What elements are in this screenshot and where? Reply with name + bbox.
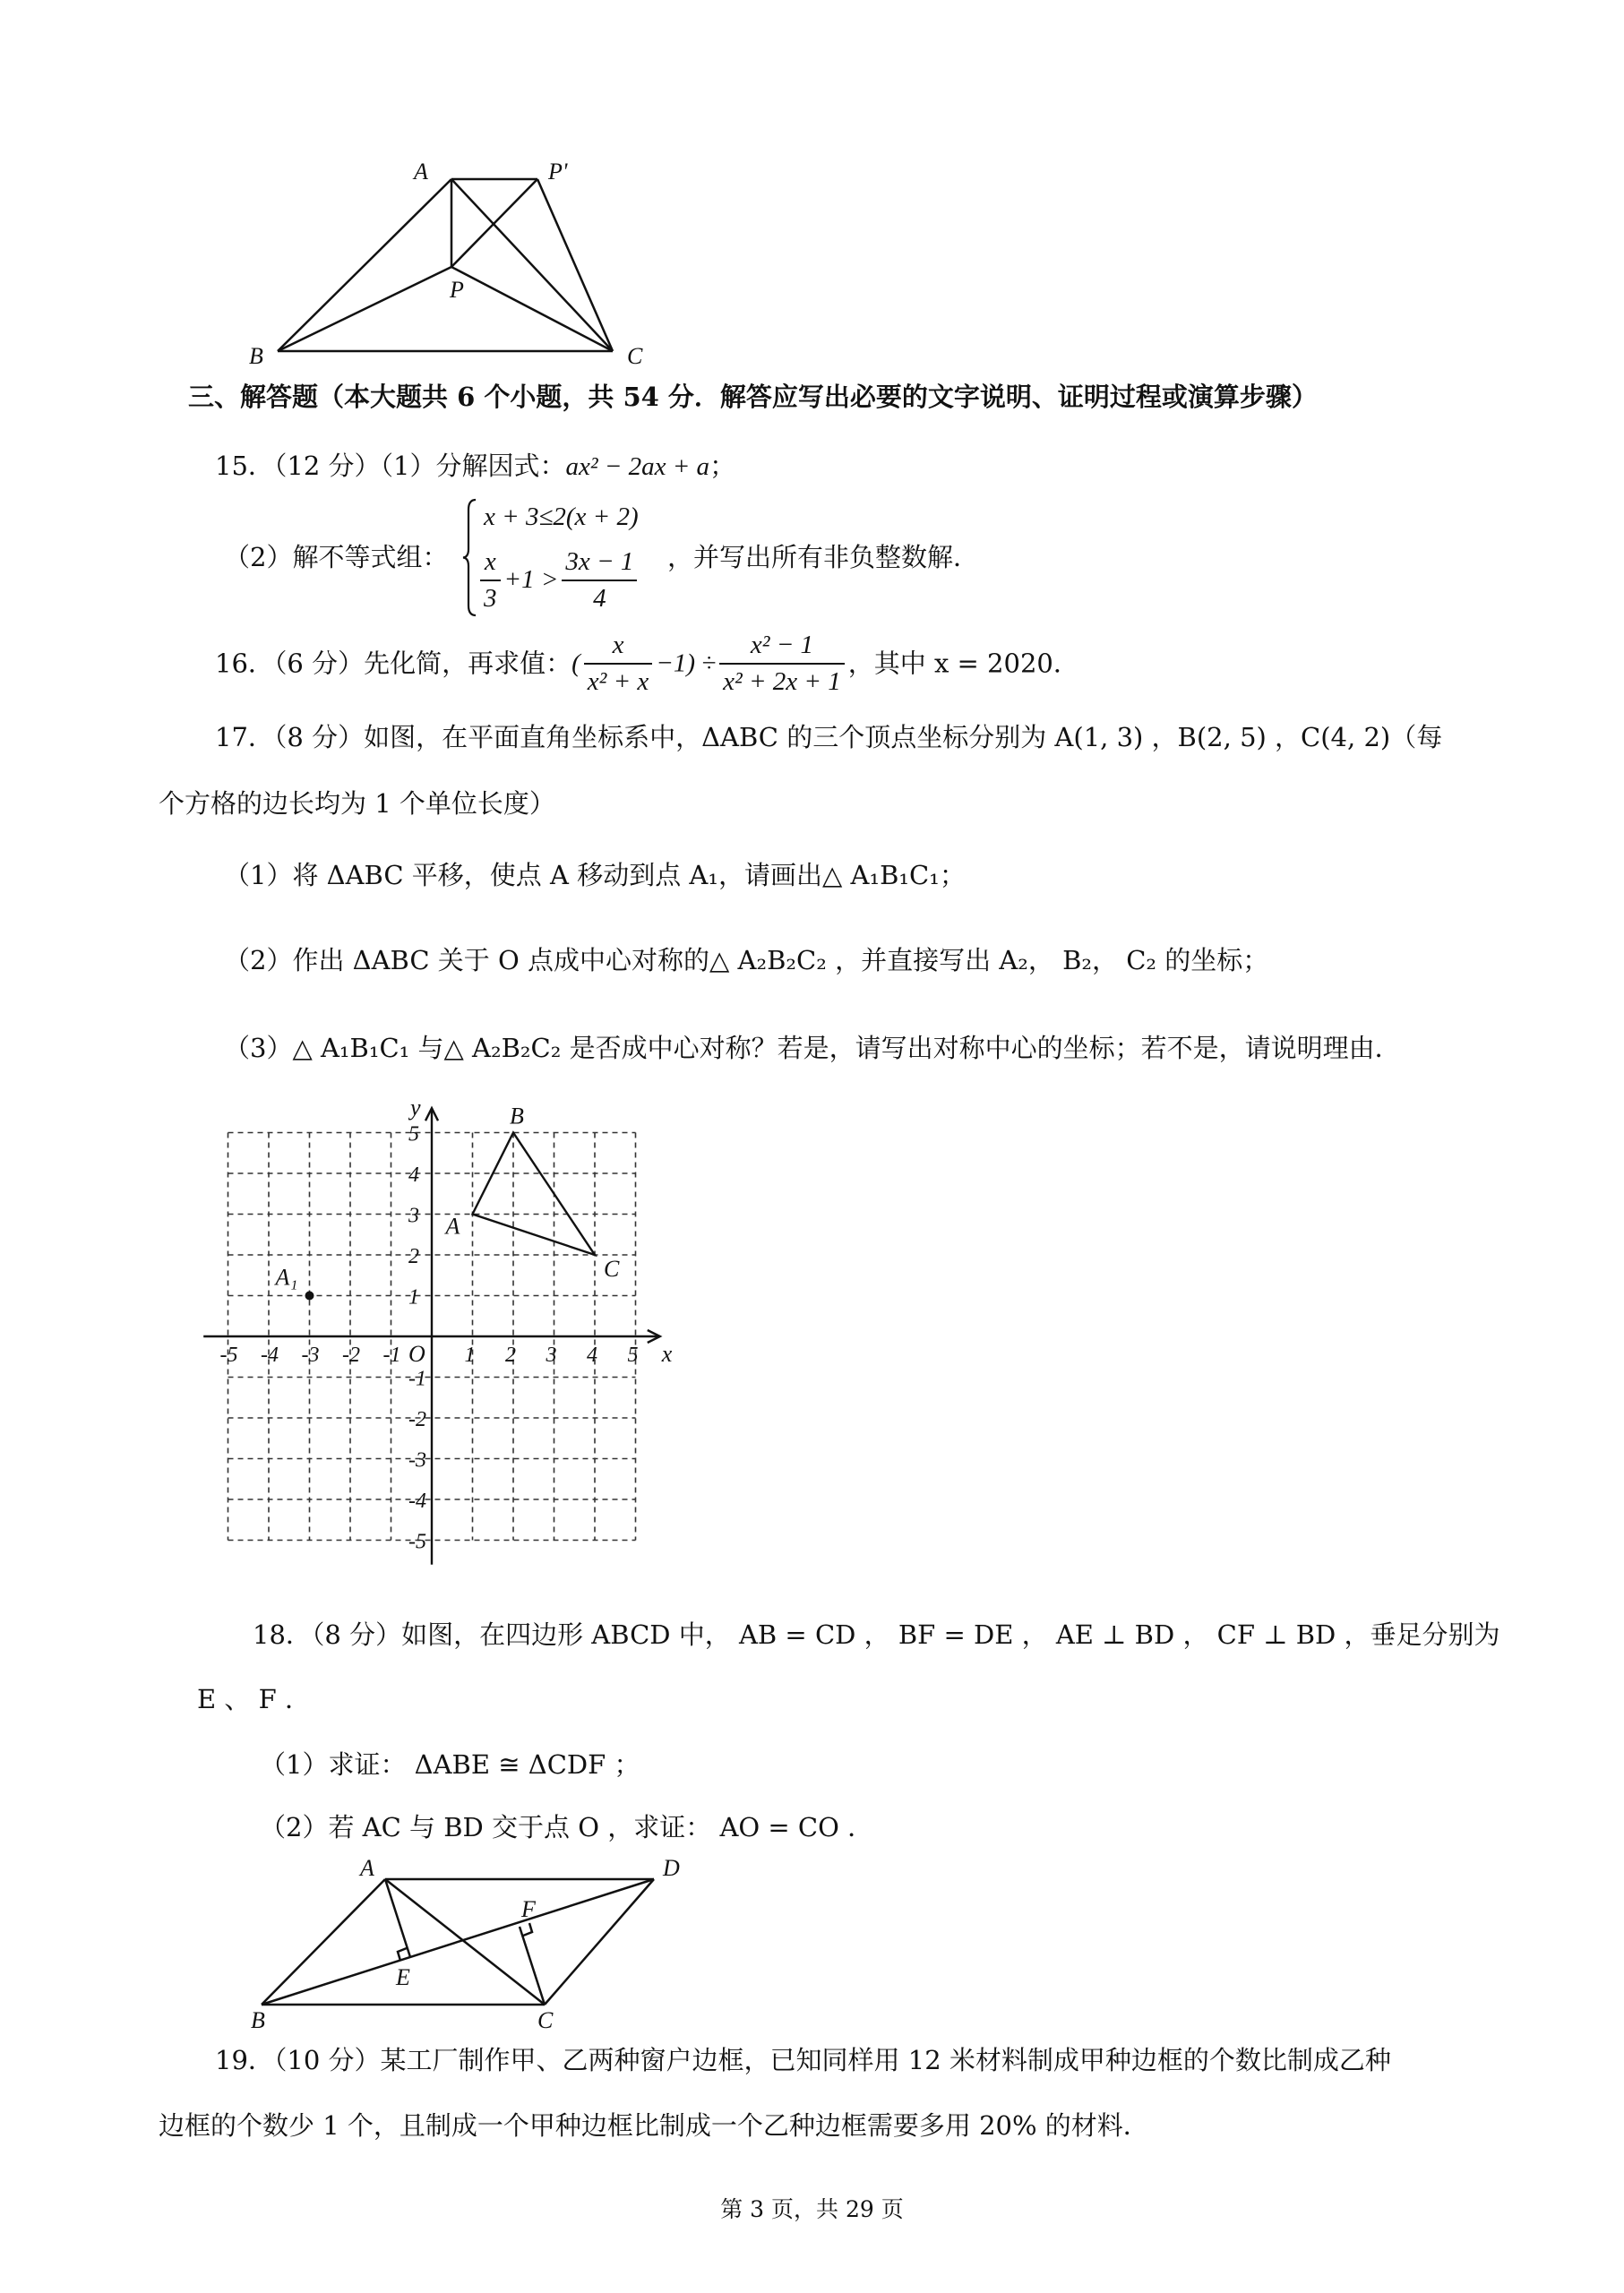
point-label: B [510, 1103, 524, 1129]
q19-line1: 19．（10 分）某工厂制作甲、乙两种窗户边框，已知同样用 12 米材料制成甲种边框的个数比制成乙种 [215, 2045, 1391, 2075]
q17-part2: （2）作出 ΔABC 关于 O 点成中心对称的△ A₂B₂C₂ ，并直接写出 A₂， B₂， C₂ 的坐标； [224, 945, 1269, 975]
q16-frac2 [719, 630, 845, 698]
q16-frac1 [584, 630, 653, 698]
x-tick-label: 1 [464, 1344, 476, 1367]
point-label: C [604, 1256, 620, 1282]
x-tick-label: 3 [546, 1344, 557, 1367]
q15-ineq2-mid: +1 > [503, 564, 559, 594]
q15-ineq2-rhs-frac [562, 546, 637, 614]
triangle-abc [473, 1133, 596, 1256]
y-tick-label: 3 [408, 1204, 419, 1228]
y-axis-label: y [410, 1102, 421, 1121]
x-tick-label: -3 [301, 1344, 320, 1367]
x-axis-label: x [661, 1341, 673, 1367]
label-p: P [450, 277, 464, 303]
segment-b-d [262, 1879, 654, 2005]
q18-part1: （1）求证： ΔABE ≅ ΔCDF ； [260, 1749, 640, 1780]
q15-part1 [215, 451, 735, 483]
q15-ineq2 [477, 546, 640, 614]
q16-minus-one: −1) ÷ [656, 648, 717, 678]
segment-a-c [451, 179, 613, 351]
bottom-figure [242, 1852, 708, 2031]
q19-line2: 边框的个数少 1 个，且制成一个甲种边框比制成一个乙种边框需要多用 20% 的材料． [159, 2110, 1149, 2141]
q16-suffix: ，其中 x = 2020． [847, 648, 1079, 679]
point-label: A₁ [275, 1264, 298, 1291]
q16-prefix: 16．（6 分）先化简，再求值： [215, 648, 572, 679]
q18-line1: 18．（8 分）如图，在四边形 ABCD 中， AB = CD ， BF = DE ， AE ⊥ BD ， CF ⊥ BD ，垂足分别为 [253, 1619, 1500, 1650]
y-tick-label: -3 [408, 1448, 426, 1473]
q17-line2: 个方格的边长均为 1 个单位长度） [159, 788, 555, 819]
label-b: B [251, 2007, 265, 2031]
label-a: A [414, 159, 428, 185]
segment-a-e [385, 1879, 410, 1957]
x-tick-label: -1 [382, 1344, 401, 1367]
label-pprime: P' [548, 159, 568, 185]
q15-part2-prefix: （2）解不等式组： [224, 542, 449, 572]
q15-ineq1: x + 3≤2(x + 2) [484, 502, 639, 531]
segment-b-p [278, 267, 451, 351]
right-angle-f [523, 1923, 532, 1936]
q16 [215, 630, 1079, 698]
x-tick-label: 4 [587, 1344, 597, 1367]
section-heading: 三、解答题（本大题共 6 个小题，共 54 分．解答应写出必要的文字说明、证明过程或演算步骤） [188, 382, 1318, 412]
q18-line2: E 、 F ． [197, 1684, 311, 1714]
q15-part2-suffix: ，并写出所有非负整数解． [667, 542, 980, 572]
x-tick-label: 5 [627, 1344, 639, 1367]
q15-ineq2-lhs-frac [480, 546, 501, 614]
q17-line1: 17．（8 分）如图，在平面直角坐标系中，ΔABC 的三个顶点坐标分别为 A(1, 3) ，B(2, 5) ，C(4, 2)（每 [215, 722, 1443, 752]
q16-frac1-den: x² + x [587, 666, 649, 696]
label-b: B [249, 343, 263, 369]
y-tick-label: 2 [408, 1245, 419, 1268]
y-tick-label: -2 [408, 1408, 426, 1431]
q16-open: ( [571, 648, 580, 678]
x-tick-label: 2 [505, 1344, 516, 1367]
y-tick-label: 4 [408, 1164, 419, 1187]
y-tick-label: -5 [408, 1530, 426, 1554]
y-tick-label: -4 [408, 1490, 426, 1513]
q16-frac2-den: x² + 2x + 1 [723, 666, 841, 696]
q15-ineq2-lhs-den: 3 [484, 583, 497, 613]
q17-part3: （3）△ A₁B₁C₁ 与△ A₂B₂C₂ 是否成中心对称？若是，请写出对称中心的坐标；若不是，请说明理由． [224, 1033, 1401, 1063]
q15-part1-suffix: ； [709, 451, 736, 481]
label-c: C [627, 343, 643, 369]
q16-frac2-num: x² − 1 [719, 630, 845, 665]
label-d: D [663, 1855, 680, 1881]
segment-pprime-c [537, 179, 613, 351]
q15-part1-expr: ax² − 2ax + a [565, 452, 710, 481]
label-c: C [537, 2007, 554, 2031]
y-tick-label: 1 [408, 1285, 419, 1310]
q15-ineq2-rhs-den: 4 [593, 583, 606, 613]
label-e: E [396, 1964, 410, 1990]
segment-b-a [278, 179, 451, 351]
q15-ineq2-lhs-num: x [480, 546, 501, 581]
y-tick-label: -1 [408, 1367, 426, 1391]
coordinate-grid [202, 1102, 685, 1576]
page-footer: 第 3 页，共 29 页 [720, 2196, 904, 2222]
y-tick-label: 5 [408, 1122, 419, 1146]
segment-d-c [545, 1879, 654, 2005]
q15-part1-prefix: 15．（12 分）（1）分解因式： [215, 451, 566, 481]
top-figure [242, 152, 672, 376]
x-tick-label: -5 [219, 1344, 238, 1367]
q16-frac1-num: x [584, 630, 653, 665]
q18-part2: （2）若 AC 与 BD 交于点 O ，求证： AO = CO ． [260, 1812, 874, 1842]
segment-p-c [451, 267, 613, 351]
segment-c-f [520, 1927, 545, 2005]
point-label: A [445, 1213, 460, 1240]
x-tick-label: -4 [261, 1344, 279, 1367]
origin-label: O [408, 1341, 425, 1367]
point-a1-dot [305, 1292, 314, 1301]
label-a: A [360, 1855, 374, 1881]
q17-part1: （1）将 ΔABC 平移，使点 A 移动到点 A₁，请画出△ A₁B₁C₁； [224, 860, 966, 890]
x-tick-label: -2 [342, 1344, 360, 1367]
label-f: F [521, 1896, 536, 1922]
q15-ineq2-rhs-num: 3x − 1 [562, 546, 637, 581]
